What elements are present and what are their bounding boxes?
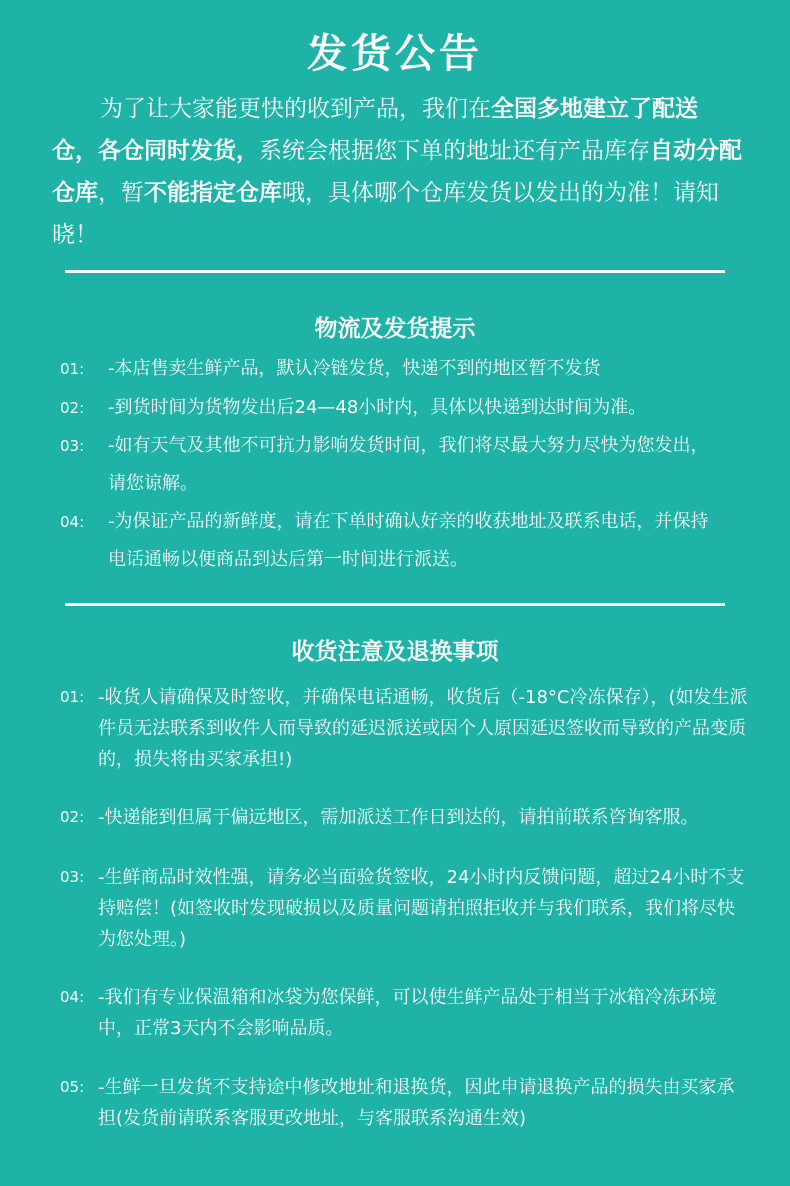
announcement-text	[52, 88, 742, 256]
item-text: -生鲜一旦发货不支持途中修改地址和退换货，因此申请退换产品的损失由买家承担(发货前请联系客服更改地址，与客服联系沟通生效)	[98, 1077, 735, 1129]
item-text: -快递能到但属于偏远地区，需加派送工作日到达的，请拍前联系咨询客服。	[98, 807, 699, 828]
item-text: -我们有专业保温箱和冰袋为您保鲜，可以使生鲜产品处于相当于冰箱冷冻环境中，正常3天内不会影响品质。	[98, 987, 717, 1039]
item-number: 05:	[60, 1078, 85, 1096]
announcement-segment-bold: 全国多地建立了配送仓，各仓同时发货，	[52, 96, 698, 164]
item-text: -到货时间为货物发出后24—48小时内，具体以快递到达时间为准。	[108, 397, 647, 418]
item-text: -为保证产品的新鲜度，请在下单时确认好亲的收获地址及联系电话，并保持电话通畅以便商品到达后第一时间进行派送。	[108, 511, 709, 570]
divider	[65, 603, 725, 606]
announcement-segment-bold: 自动分配仓库	[52, 138, 742, 206]
item-number: 01:	[60, 688, 85, 706]
divider	[65, 270, 725, 273]
item-number: 03:	[60, 437, 85, 455]
item-number: 02:	[60, 399, 85, 417]
item-text: -本店售卖生鲜产品，默认冷链发货，快递不到的地区暂不发货	[108, 358, 601, 379]
item-number: 01:	[60, 360, 85, 378]
item-number: 03:	[60, 868, 85, 886]
announcement-segment-bold: 不能指定仓库	[144, 180, 282, 206]
shipping-tips-title: 物流及发货提示	[314, 316, 476, 342]
announcement-segment: ，暂	[98, 180, 144, 206]
item-number: 04:	[60, 513, 85, 531]
item-text: -收货人请确保及时签收，并确保电话通畅，收货后（-18°C冷冻保存），(如发生派件员无法联系到收件人而导致的延迟派送或因个人原因延迟签收而导致的产品变质的，损失将由买家承担!)	[98, 687, 748, 770]
item-text: -如有天气及其他不可抗力影响发货时间，我们将尽最大努力尽快为您发出，请您谅解。	[108, 435, 709, 494]
item-number: 04:	[60, 988, 85, 1006]
item-text: -生鲜商品时效性强，请务必当面验货签收，24小时内反馈问题，超过24小时不支持赔偿！(如签收时发现破损以及质量问题请拍照拒收并与我们联系，我们将尽快为您处理。)	[98, 867, 745, 950]
announcement-segment: 哦，具体哪个仓库发货以发出的为准！请知晓！	[52, 180, 719, 248]
returns-notes-title: 收货注意及退换事项	[291, 639, 499, 665]
announcement-segment: 系统会根据您下单的地址还有产品库存	[259, 138, 650, 164]
announcement-title: 发货公告	[307, 31, 483, 77]
announcement-segment: 为了让大家能更快的收到产品，我们在	[100, 96, 491, 122]
item-number: 02:	[60, 808, 85, 826]
